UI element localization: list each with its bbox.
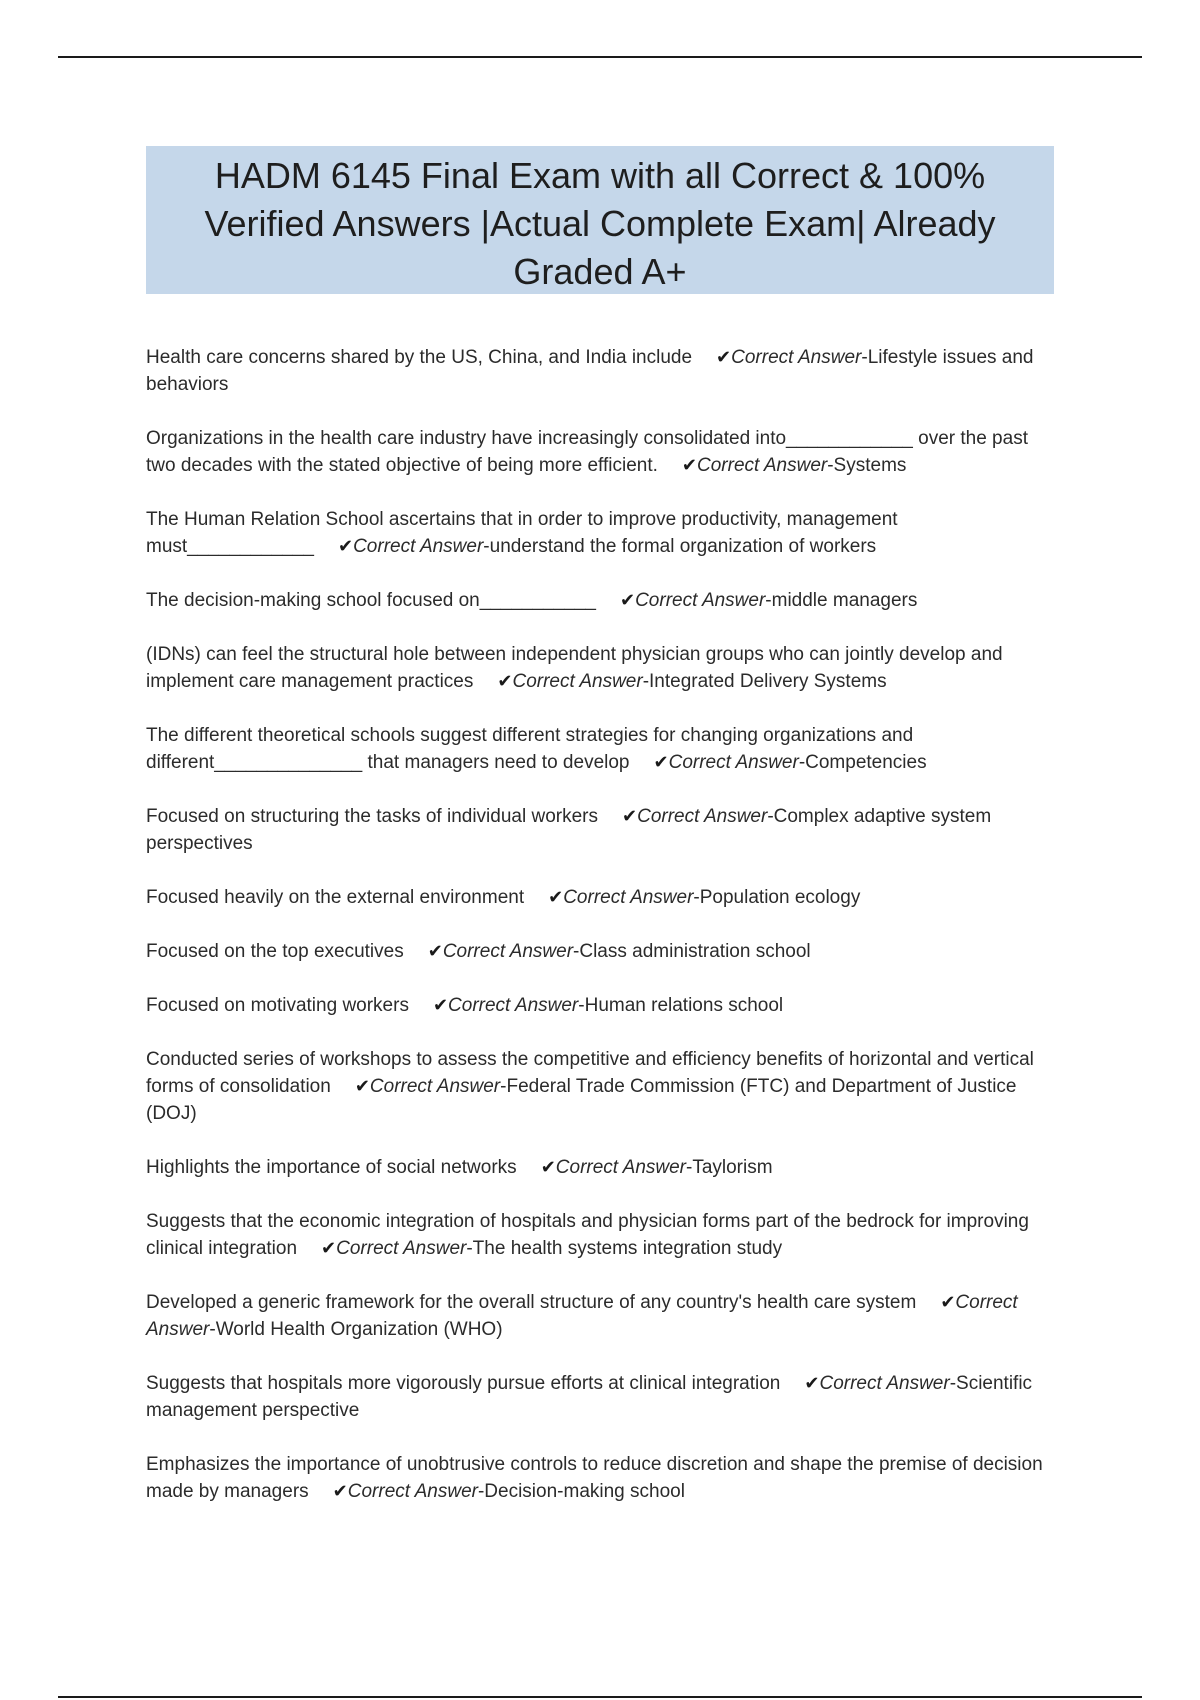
- answer-label: Correct Answer: [448, 995, 579, 1016]
- checkmark-icon: ✔: [497, 671, 513, 691]
- qa-item: The different theoretical schools suggest different strategies for changing organizations and different______________ that managers need to develop ✔Correct Answer-Competencies: [146, 725, 927, 773]
- checkmark-icon: ✔: [321, 1238, 337, 1258]
- answer-text: Taylorism: [692, 1157, 773, 1178]
- answer-text: Decision-making school: [484, 1481, 685, 1502]
- question-text: Highlights the importance of social networks: [146, 1157, 517, 1178]
- answer-label: Correct Answer: [731, 347, 862, 368]
- answer-text: Class administration school: [579, 941, 811, 962]
- checkmark-icon: ✔: [622, 806, 638, 826]
- qa-list: [146, 344, 1054, 1532]
- qa-item: The Human Relation School ascertains that in order to improve productivity, management must____________ ✔Correct Answer-understand the formal organization of workers: [146, 509, 898, 557]
- qa-item: Suggests that hospitals more vigorously pursue efforts at clinical integration ✔Correct Answer-Scientific management perspective: [146, 1373, 1033, 1421]
- qa-item: Highlights the importance of social networks ✔Correct Answer-Taylorism: [146, 1157, 773, 1178]
- question-text: Emphasizes the importance of unobtrusive controls to reduce discretion and shape the premise of decision made by managers: [146, 1454, 1043, 1502]
- question-text: The decision-making school focused on___________: [146, 590, 596, 611]
- answer-label: Correct Answer: [336, 1238, 467, 1259]
- answer-label: Correct Answer: [819, 1373, 950, 1394]
- question-text: Conducted series of workshops to assess the competitive and efficiency benefits of horizontal and vertical forms of consolidation: [146, 1049, 1034, 1097]
- answer-label: Correct Answer: [635, 590, 766, 611]
- qa-item: Organizations in the health care industry have increasingly consolidated into____________ over the past two decades with the stated objective of being more efficient. ✔Correct Answer-Systems: [146, 428, 1028, 476]
- checkmark-icon: ✔: [804, 1373, 820, 1393]
- checkmark-icon: ✔: [427, 941, 443, 961]
- qa-item: Developed a generic framework for the overall structure of any country's health care system ✔Correct Answer-World Health Organization (WHO): [146, 1292, 1018, 1340]
- answer-label: Correct Answer: [563, 887, 694, 908]
- qa-item: Conducted series of workshops to assess the competitive and efficiency benefits of horizontal and vertical forms of consolidation ✔Correct Answer-Federal Trade Commission (FTC) and Department of Justice (DOJ): [146, 1049, 1034, 1124]
- checkmark-icon: ✔: [619, 590, 636, 610]
- qa-item: (IDNs) can feel the structural hole between independent physician groups who can jointly develop and implement care management practices ✔Correct Answer-Integrated Delivery Systems: [146, 644, 1003, 692]
- checkmark-icon: ✔: [337, 536, 354, 556]
- checkmark-icon: ✔: [653, 752, 669, 772]
- answer-label: Correct Answer: [353, 536, 484, 557]
- qa-item: Focused heavily on the external environment ✔Correct Answer-Population ecology: [146, 887, 861, 908]
- answer-label: Correct Answer: [668, 752, 799, 773]
- answer-text: Federal Trade Commission (FTC) and Department of Justice (DOJ): [146, 1076, 1017, 1124]
- answer-label: Correct Answer: [146, 1292, 1018, 1340]
- checkmark-icon: ✔: [332, 1481, 348, 1501]
- answer-text: Lifestyle issues and behaviors: [146, 347, 1034, 395]
- qa-item: Focused on motivating workers ✔Correct Answer-Human relations school: [146, 995, 784, 1016]
- question-text: The Human Relation School ascertains that in order to improve productivity, management must____________: [146, 509, 898, 557]
- answer-label: Correct Answer: [555, 1157, 686, 1178]
- checkmark-icon: ✔: [681, 455, 697, 475]
- answer-label: Correct Answer: [637, 806, 768, 827]
- question-text: Suggests that the economic integration of hospitals and physician forms part of the bedrock for improving clinical integration: [146, 1211, 1029, 1259]
- answer-text: Population ecology: [699, 887, 861, 908]
- answer-label: Correct Answer: [369, 1076, 501, 1097]
- question-text: The different theoretical schools suggest different strategies for changing organizations and different______________ that managers need to develop: [146, 725, 914, 773]
- checkmark-icon: ✔: [940, 1292, 956, 1312]
- answer-label: Correct Answer: [512, 671, 643, 692]
- document-title: HADM 6145 Final Exam with all Correct & 100% Verified Answers |Actual Complete Exam| Already Graded A+: [146, 146, 1054, 294]
- checkmark-icon: ✔: [540, 1157, 556, 1177]
- answer-label: Correct Answer: [347, 1481, 478, 1502]
- qa-item: Suggests that the economic integration of hospitals and physician forms part of the bedrock for improving clinical integration ✔Correct Answer-The health systems integration study: [146, 1211, 1029, 1259]
- question-text: Focused on structuring the tasks of individual workers: [146, 806, 598, 827]
- answer-text: understand the formal organization of workers: [489, 536, 877, 557]
- question-text: Focused heavily on the external environment: [146, 887, 525, 908]
- answer-text: Human relations school: [584, 995, 784, 1016]
- answer-text: middle managers: [771, 590, 918, 611]
- answer-label: Correct Answer: [442, 941, 574, 962]
- qa-item: Health care concerns shared by the US, China, and India include ✔Correct Answer-Lifestyle issues and behaviors: [146, 347, 1034, 395]
- answer-text: Integrated Delivery Systems: [649, 671, 887, 692]
- answer-text: World Health Organization (WHO): [215, 1319, 503, 1340]
- question-text: Focused on motivating workers: [146, 995, 409, 1016]
- qa-item: The decision-making school focused on___________ ✔Correct Answer-middle managers: [146, 590, 918, 611]
- question-text: Organizations in the health care industry have increasingly consolidated into____________ over the past two decades with the stated objective of being more efficient.: [146, 428, 1028, 476]
- qa-item: Emphasizes the importance of unobtrusive controls to reduce discretion and shape the premise of decision made by managers ✔Correct Answer-Decision-making school: [146, 1454, 1043, 1502]
- qa-item: Focused on the top executives ✔Correct Answer-Class administration school: [146, 941, 811, 962]
- answer-text: Complex adaptive system perspectives: [146, 806, 992, 854]
- answer-text: The health systems integration study: [472, 1238, 783, 1259]
- checkmark-icon: ✔: [548, 887, 564, 907]
- answer-label: Correct Answer: [697, 455, 828, 476]
- checkmark-icon: ✔: [716, 347, 732, 367]
- checkmark-icon: ✔: [354, 1076, 370, 1096]
- question-text: Suggests that hospitals more vigorously pursue efforts at clinical integration: [146, 1373, 781, 1394]
- answer-text: Scientific management perspective: [146, 1373, 1033, 1421]
- question-text: Developed a generic framework for the overall structure of any country's health care system: [146, 1292, 917, 1313]
- checkmark-icon: ✔: [432, 995, 449, 1015]
- answer-text: Competencies: [805, 752, 927, 773]
- answer-text: Systems: [833, 455, 907, 476]
- qa-item: Focused on structuring the tasks of individual workers ✔Correct Answer-Complex adaptive system perspectives: [146, 806, 992, 854]
- question-text: Health care concerns shared by the US, China, and India include: [146, 347, 693, 368]
- footer-rule: [58, 1696, 1142, 1698]
- header-rule: [58, 56, 1142, 58]
- question-text: Focused on the top executives: [146, 941, 404, 962]
- question-text: (IDNs) can feel the structural hole between independent physician groups who can jointly develop and implement care management practices: [146, 644, 1003, 692]
